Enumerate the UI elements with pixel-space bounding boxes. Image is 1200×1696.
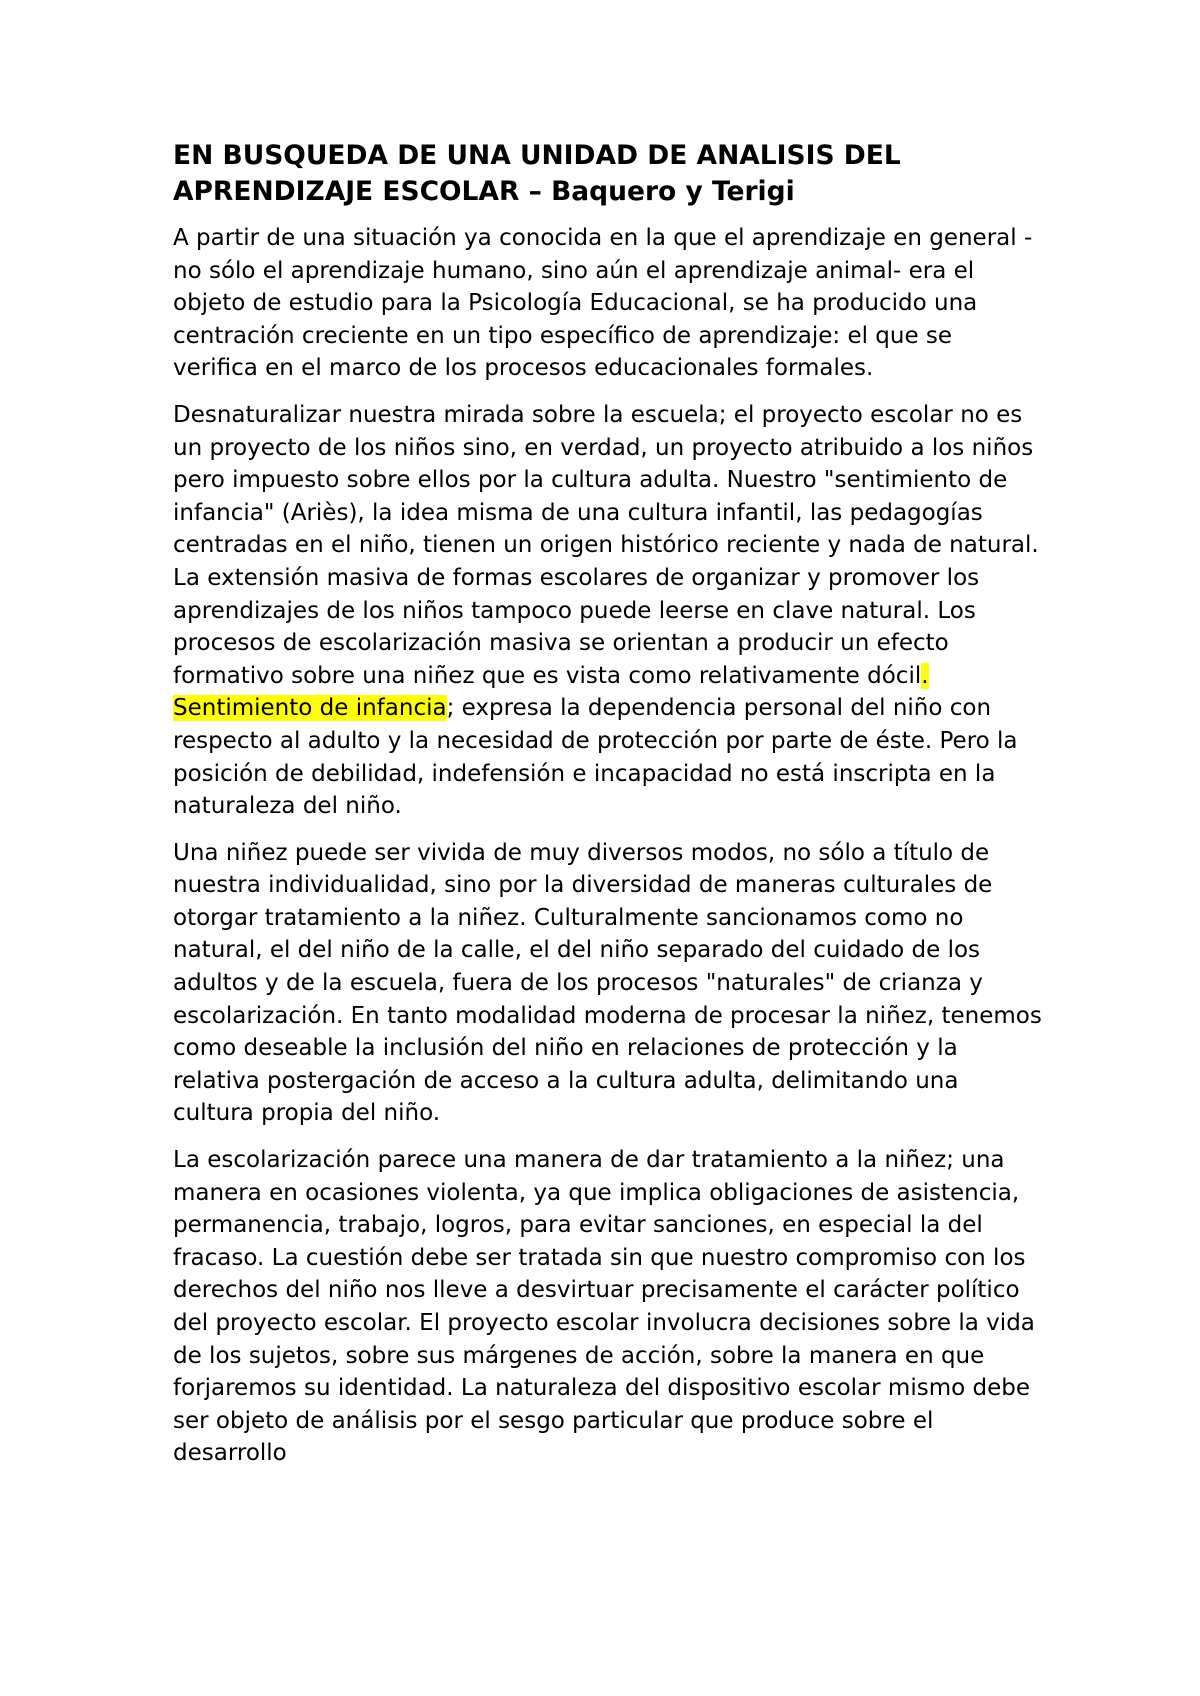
paragraph-2-text-after: ; expresa la dependencia personal del niño con respecto al adulto y la necesidad de protección por parte de éste. Pero la posición de debilidad, indefensión e incapacidad no está inscripta en la naturaleza del niño. (173, 695, 1018, 820)
title-main: EN BUSQUEDA DE UNA UNIDAD DE ANALISIS DEL APRENDIZAJE ESCOLAR (173, 140, 901, 207)
paragraph-3: Una niñez puede ser vivida de muy diversos modos, no sólo a título de nuestra individualidad, sino por la diversidad de maneras culturales de otorgar tratamiento a la niñez. Culturalmente sancionamos como no natural, el del niño de la calle, el del niño separado del cuidado de los adultos y de la escuela, fuera de los procesos "naturales" de crianza y escolarización. En tanto modalidad moderna de procesar la niñez, tenemos como deseable la inclusión del niño en relaciones de protección y la relativa postergación de acceso a la cultura adulta, delimitando una cultura propia del niño. (173, 839, 1042, 1127)
paragraph-2-text-before: Desnaturalizar nuestra mirada sobre la escuela; el proyecto escolar no es un proyecto de los niños sino, en verdad, un proyecto atribuido a los niños pero impuesto sobre ellos por la cultura adulta. Nuestro "sentimiento de infancia" (Ariès), la idea misma de una cultura infantil, las pedagogías centradas en el niño, tienen un origen histórico reciente y nada de natural. La extensión masiva de formas escolares de organizar y promover los aprendizajes de los niños tampoco puede leerse en clave natural. Los procesos de escolarización masiva se orientan a producir un efecto formativo sobre una niñez que es vista como relativamente dócil (173, 401, 1039, 689)
title-separator: – (519, 176, 552, 207)
document-title (173, 138, 1043, 210)
paragraph-2 (173, 399, 1043, 823)
paragraph-4: La escolarización parece una manera de dar tratamiento a la niñez; una manera en ocasiones violenta, ya que implica obligaciones de asistencia, permanencia, trabajo, logros, para evitar sanciones, en especial la del fracaso. La cuestión debe ser tratada sin que nuestro compromiso con los derechos del niño nos lleve a desvirtuar precisamente el carácter político del proyecto escolar. El proyecto escolar involucra decisiones sobre la vida de los sujetos, sobre sus márgenes de acción, sobre la manera en que forjaremos su identidad. La naturaleza del dispositivo escolar mismo debe ser objeto de análisis por el sesgo particular que produce sobre el desarrollo (173, 1147, 1035, 1467)
highlighted-phrase: . Sentimiento de infancia (173, 662, 929, 722)
title-authors: Baquero y Terigi (551, 176, 795, 207)
paragraph-1: A partir de una situación ya conocida en la que el aprendizaje en general -no sólo el aprendizaje humano, sino aún el aprendizaje animal- era el objeto de estudio para la Psicología Educacional, se ha producido una centración creciente en un tipo específico de aprendizaje: el que se verifica en el marco de los procesos educacionales formales. (173, 225, 1033, 382)
document-page (173, 138, 1043, 1484)
